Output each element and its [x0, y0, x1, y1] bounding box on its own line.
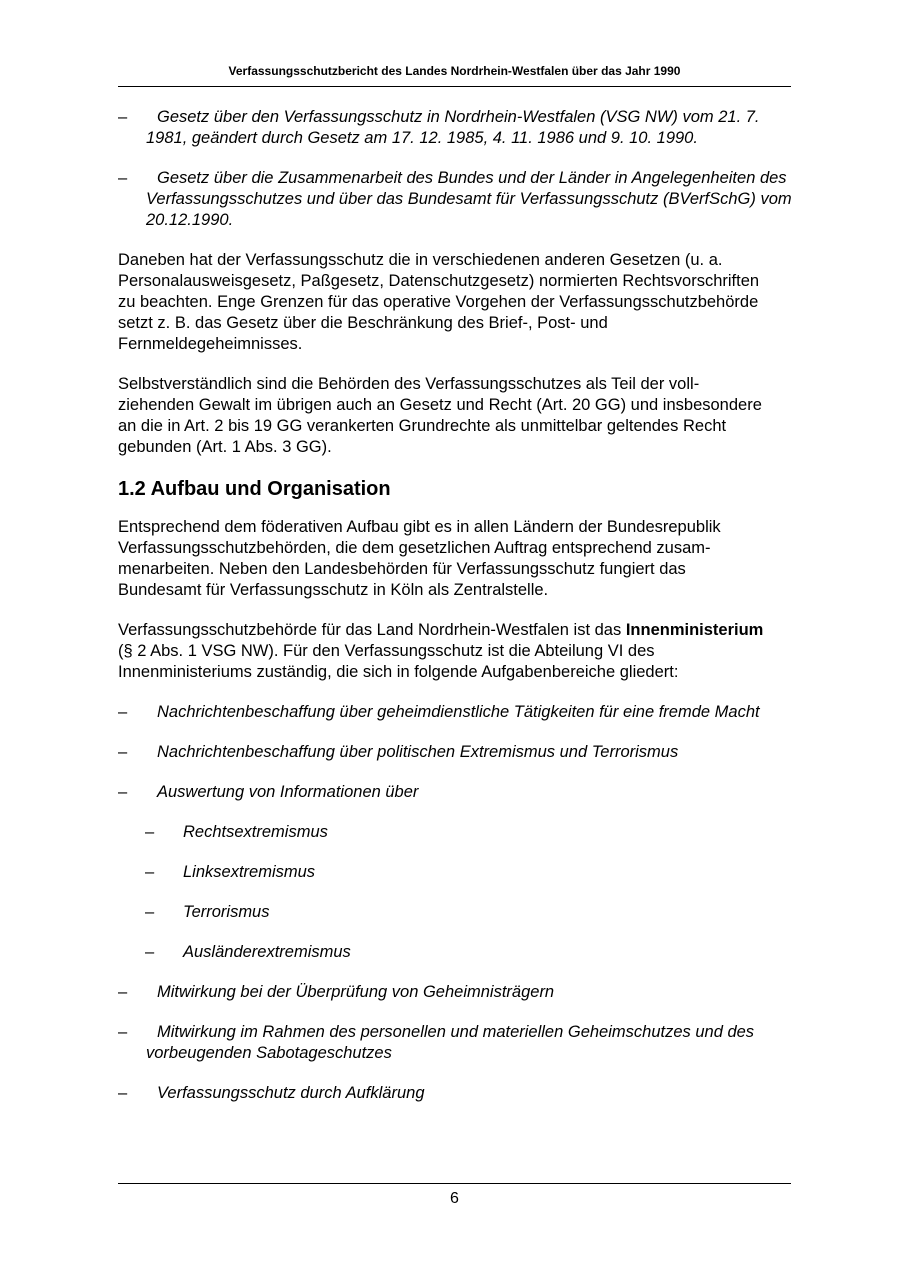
- task-list-item: [118, 1022, 794, 1064]
- task-list-item: [118, 742, 794, 763]
- page-content: [118, 107, 794, 1123]
- dash-bullet: –: [118, 169, 128, 187]
- dash-bullet: –: [118, 743, 128, 761]
- law-list-item: [118, 168, 794, 231]
- dash-bullet: –: [118, 703, 128, 721]
- task-text: Mitwirkung im Rahmen des personellen und materiellen Geheimschutzes und des vorbeugenden Sabotageschutzes: [146, 1023, 755, 1062]
- subtask-list-item: [145, 862, 794, 883]
- dash-bullet: –: [145, 943, 155, 961]
- task-text: Verfassungsschutz durch Aufklärung: [157, 1084, 425, 1102]
- body-paragraph: [118, 620, 768, 683]
- page-number: 6: [450, 1190, 459, 1207]
- dash-bullet: –: [118, 1023, 128, 1041]
- dash-bullet: –: [118, 783, 128, 801]
- dash-bullet: –: [145, 903, 155, 921]
- task-text: Auswertung von Informationen über: [157, 783, 419, 801]
- body-paragraph: Selbstverständlich sind die Behörden des Verfassungsschutzes als Teil der vollziehenden Gewalt im übrigen auch an Gesetz und Recht (Art. 20 GG) und insbesondere an die in Art. 2 bis 19 GG verankerten Grundrechte als unmittelbar geltendes Recht gebunden (Art. 1 Abs. 3 GG).: [118, 375, 762, 456]
- task-list-item: [118, 1083, 794, 1104]
- law-item-text: Gesetz über die Zusammenarbeit des Bundes und der Länder in Angelegenheiten des Verfassungsschutzes und über das Bundesamt für Verfassungsschutz (BVerfSchG) vom 20.12.1990.: [146, 169, 792, 229]
- dash-bullet: –: [145, 863, 155, 881]
- body-paragraph: Entsprechend dem föderativen Aufbau gibt es in allen Ländern der Bundesrepublik Verfassungsschutzbehörden, die dem gesetzlichen Auftrag entsprechend zusammenarbeiten. Neben den Landesbehörden für Verfassungsschutz fungiert das Bundesamt für Verfassungsschutz in Köln als Zentralstelle.: [118, 518, 721, 599]
- task-text: Mitwirkung bei der Überprüfung von Geheimnisträgern: [157, 983, 555, 1001]
- law-list-item: [118, 107, 794, 149]
- section-heading: 1.2 Aufbau und Organisation: [118, 478, 391, 500]
- dash-bullet: –: [145, 823, 155, 841]
- subtask-list-item: [145, 822, 794, 843]
- paragraph-text: (§ 2 Abs. 1 VSG NW). Für den Verfassungsschutz ist die Abteilung VI des Innenministeriums zuständig, die sich in folgende Aufgabenbereiche gliedert:: [118, 642, 679, 681]
- task-text: Nachrichtenbeschaffung über geheimdienstliche Tätigkeiten für eine fremde Macht: [157, 703, 760, 721]
- subtask-text: Rechtsextremismus: [183, 823, 328, 841]
- dash-bullet: –: [118, 1084, 128, 1102]
- dash-bullet: –: [118, 983, 128, 1001]
- subtask-text: Ausländerextremismus: [183, 943, 351, 961]
- task-list-item: [118, 702, 794, 723]
- subtask-list-item: [145, 902, 794, 923]
- footer-rule: [118, 1183, 791, 1184]
- body-paragraph: Daneben hat der Verfassungsschutz die in verschiedenen anderen Gesetzen (u. a. Personalausweisgesetz, Paßgesetz, Datenschutzgesetz) normierten Rechtsvorschriften zu beachten. Enge Grenzen für das operative Vorgehen der Verfassungsschutzbehörde setzt z. B. das Gesetz über die Beschränkung des Brief-, Post- und Fernmeldegeheimnisses.: [118, 251, 760, 353]
- paragraph-text: Verfassungsschutzbehörde für das Land Nordrhein-Westfalen ist das: [118, 621, 626, 639]
- subtask-text: Linksextremismus: [183, 863, 316, 881]
- subtask-list-item: [145, 942, 794, 963]
- dash-bullet: –: [118, 108, 128, 126]
- task-text: Nachrichtenbeschaffung über politischen Extremismus und Terrorismus: [157, 743, 679, 761]
- task-list-item: [118, 982, 794, 1003]
- subtask-text: Terrorismus: [183, 903, 270, 921]
- bold-term: Innenministerium: [625, 621, 764, 639]
- law-item-text: Gesetz über den Verfassungsschutz in Nordrhein-Westfalen (VSG NW) vom 21. 7. 1981, geändert durch Gesetz am 17. 12. 1985, 4. 11. 1986 und 9. 10. 1990.: [146, 108, 760, 147]
- page-header: Verfassungsschutzbericht des Landes Nordrhein-Westfalen über das Jahr 1990: [228, 64, 681, 78]
- task-list-item: [118, 782, 794, 803]
- header-rule: [118, 86, 791, 87]
